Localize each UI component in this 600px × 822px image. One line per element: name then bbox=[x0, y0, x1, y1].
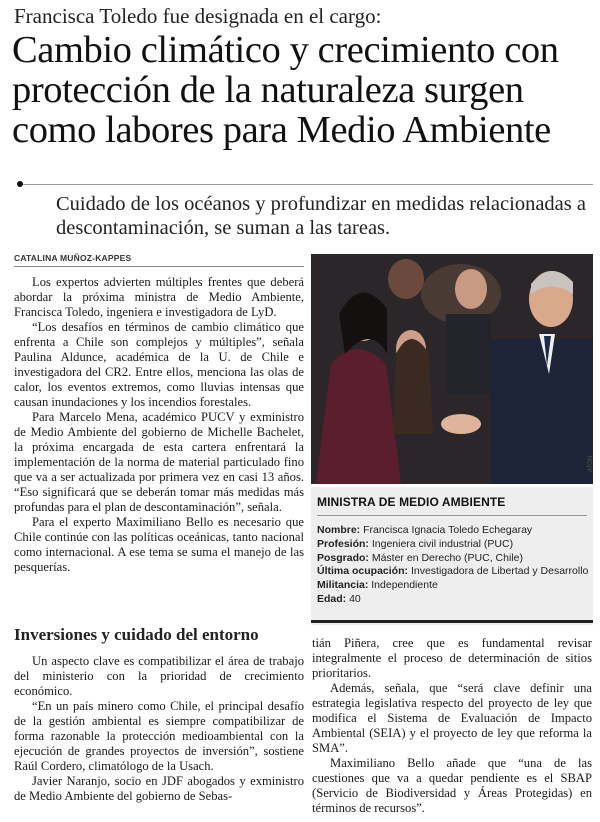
paragraph: Javier Naranjo, socio en JDF abogados y exministro de Medio Ambiente del gobierno de Sebas- bbox=[14, 774, 304, 803]
paragraph: Para el experto Maximiliano Bello es necesario que Chile continúe con las políticas oceánicas, tanto nacional como internacional. A ese tema se suma el manejo de las pesquerías. bbox=[14, 515, 304, 574]
paragraph: Los expertos advierten múltiples frentes que deberá abordar la próxima ministra de Medio Ambiente, Francisca Toledo, ingeniera e investigadora de LyD. bbox=[14, 275, 304, 319]
profile-value: 40 bbox=[349, 592, 361, 605]
profile-box-bottom-rule bbox=[311, 620, 593, 623]
profile-value: Investigadora de Libertad y Desarrollo bbox=[410, 565, 589, 578]
paragraph: Además, señala, que “será clave definir una estrategia legislativa respecto del proyecto de ley que modifica el Sistema de Evaluación de Impacto Ambiental (SEIA) y el proyecto de ley que reforma la SMA”. bbox=[312, 681, 592, 755]
profile-label: Posgrado: bbox=[317, 551, 369, 564]
profile-value: Ingeniera civil industrial (PUC) bbox=[371, 537, 514, 550]
profile-label: Edad: bbox=[317, 592, 347, 605]
profile-list bbox=[317, 524, 589, 607]
profile-row bbox=[317, 579, 589, 593]
photo-credit: ATON bbox=[588, 455, 594, 472]
profile-row bbox=[317, 524, 589, 538]
paragraph: “Los desafíos en términos de cambio climático que enfrenta a Chile son complejos y múltiples”, señala Paulina Aldunce, académica de la U. de Chile e investigadora del CR2. Entre ellos, menciona las olas de calor, los eventos extremos, como lluvias intensas que causan inundaciones y los incendios forestales. bbox=[14, 320, 304, 409]
paragraph: “En un país minero como Chile, el principal desafío de la gestión ambiental es siempre compatibilizar de forma razonable la protección medioambiental con la ejecución de grandes proyectos de inversión”, sostiene Raúl Cordero, climatólogo de la Usach. bbox=[14, 699, 304, 773]
section-heading: Inversiones y cuidado del entorno bbox=[14, 625, 259, 644]
news-photo bbox=[311, 254, 593, 484]
profile-box-title: MINISTRA DE MEDIO AMBIENTE bbox=[317, 495, 506, 509]
profile-label: Nombre: bbox=[317, 524, 361, 536]
profile-row bbox=[317, 565, 589, 579]
photo-illustration bbox=[311, 254, 593, 484]
subtitle-rule bbox=[23, 184, 593, 185]
paragraph: Un aspecto clave es compatibilizar el área de trabajo del ministerio con la prioridad de crecimiento económico. bbox=[14, 654, 304, 698]
body-column-left-bottom bbox=[14, 654, 304, 822]
article-kicker: Francisca Toledo fue designada en el cargo: bbox=[14, 4, 382, 28]
body-column-right bbox=[312, 636, 592, 822]
body-column-left-top bbox=[14, 275, 304, 615]
profile-label: Militancia: bbox=[317, 579, 369, 592]
paragraph: Para Marcelo Mena, académico PUCV y exministro de Medio Ambiente del gobierno de Michelle Bachelet, la próxima encargada de esta cartera enfrentará la implementación de la norma de material particulado fino que va a ser actualizada por primera vez en casi 13 años. “Eso significará que se deberán tomar más medidas más profundas para el plan de descontaminación”, señala. bbox=[14, 410, 304, 514]
profile-value: Independiente bbox=[371, 579, 438, 592]
profile-label: Última ocupación: bbox=[317, 565, 409, 578]
profile-label: Profesión: bbox=[317, 537, 369, 550]
profile-box bbox=[311, 487, 593, 625]
profile-row bbox=[317, 538, 589, 552]
article-subtitle: Cuidado de los océanos y profundizar en medidas relacionadas a descontaminación, se suman a las tareas. bbox=[56, 193, 586, 239]
paragraph: Maximiliano Bello añade que “una de las cuestiones que va a quedar pendiente es el SBAP (Servicio de Biodiversidad y Áreas Protegidas) en términos de recursos”. bbox=[312, 756, 592, 815]
profile-value: Francisca Ignacia Toledo Echegaray bbox=[363, 524, 533, 536]
profile-row bbox=[317, 593, 589, 607]
profile-value: Máster en Derecho (PUC, Chile) bbox=[371, 551, 523, 564]
byline: CATALINA MUÑOZ-KAPPES bbox=[14, 253, 304, 267]
paragraph: tián Piñera, cree que es fundamental revisar integralmente el proceso de determinación de sitios prioritarios. bbox=[312, 636, 592, 680]
profile-box-rule bbox=[317, 515, 587, 516]
article-headline: Cambio climático y crecimiento con protección de la naturaleza surgen como labores para Medio Ambiente bbox=[12, 29, 559, 151]
profile-row bbox=[317, 552, 589, 566]
